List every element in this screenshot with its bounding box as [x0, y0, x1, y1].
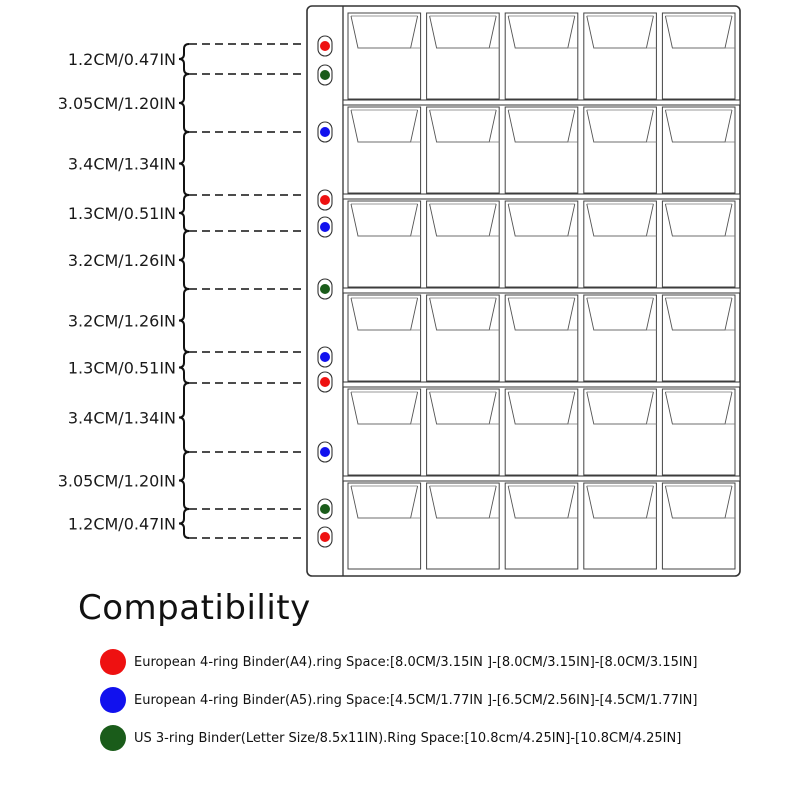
dimension-markers	[58, 44, 305, 538]
dimension-brace	[179, 289, 189, 352]
dimension-brace	[179, 383, 189, 452]
legend-item-a4	[100, 648, 790, 676]
dimension-brace	[179, 132, 189, 195]
coin-sheet	[307, 6, 740, 576]
dimension-brace	[179, 452, 189, 509]
dimension-label: 3.4CM/1.34IN	[67, 154, 176, 174]
dimension-brace	[179, 44, 189, 74]
dimension-brace	[179, 231, 189, 289]
legend-item-a5	[100, 686, 790, 714]
green-ring-hole-icon	[318, 499, 332, 519]
dimension-label: 1.2CM/0.47IN	[67, 50, 176, 69]
dimension-label: 1.3CM/0.51IN	[67, 204, 176, 223]
blue-ring-hole-icon	[318, 217, 332, 237]
legend-text: European 4-ring Binder(A5).ring Space:[4.5CM/1.77IN ]-[6.5CM/2.56IN]-[4.5CM/1.77IN]	[134, 692, 698, 708]
blue-ring-hole-icon	[318, 347, 332, 367]
red-ring-hole-icon	[318, 36, 332, 56]
row-divider	[343, 476, 740, 481]
blue-ring-hole-icon	[318, 122, 332, 142]
green-ring-hole-icon	[318, 65, 332, 85]
row-divider	[343, 194, 740, 199]
dimension-label: 1.3CM/0.51IN	[67, 358, 176, 378]
red-ring-hole-icon	[318, 190, 332, 210]
dimension-label: 3.4CM/1.34IN	[67, 408, 176, 428]
dimension-label: 3.05CM/1.20IN	[57, 471, 176, 491]
red-dot-icon	[100, 649, 126, 675]
row-divider	[343, 382, 740, 387]
dimension-brace	[179, 74, 189, 132]
dimension-brace	[179, 195, 189, 231]
row-divider	[343, 288, 740, 293]
blue-dot-icon	[100, 687, 126, 713]
dimension-label: 1.2CM/0.47IN	[67, 514, 176, 534]
blue-ring-hole-icon	[318, 442, 332, 462]
legend-text: European 4-ring Binder(A4).ring Space:[8.0CM/3.15IN ]-[8.0CM/3.15IN]-[8.0CM/3.15IN]	[134, 654, 698, 670]
dimension-brace	[179, 509, 189, 538]
row-divider	[343, 100, 740, 105]
dimension-brace	[179, 352, 189, 383]
compatibility-legend	[100, 648, 790, 762]
dimension-label: 3.2CM/1.26IN	[67, 251, 176, 270]
green-dot-icon	[100, 725, 126, 751]
legend-text: US 3-ring Binder(Letter Size/8.5x11IN).Ring Space:[10.8cm/4.25IN]-[10.8CM/4.25IN]	[134, 730, 682, 746]
dimension-label: 3.2CM/1.26IN	[67, 311, 176, 331]
dimension-label: 3.05CM/1.20IN	[57, 94, 176, 113]
legend-item-us-letter	[100, 724, 790, 752]
compatibility-title: Compatibility	[78, 588, 311, 628]
green-ring-hole-icon	[318, 279, 332, 299]
red-ring-hole-icon	[318, 527, 332, 547]
red-ring-hole-icon	[318, 372, 332, 392]
